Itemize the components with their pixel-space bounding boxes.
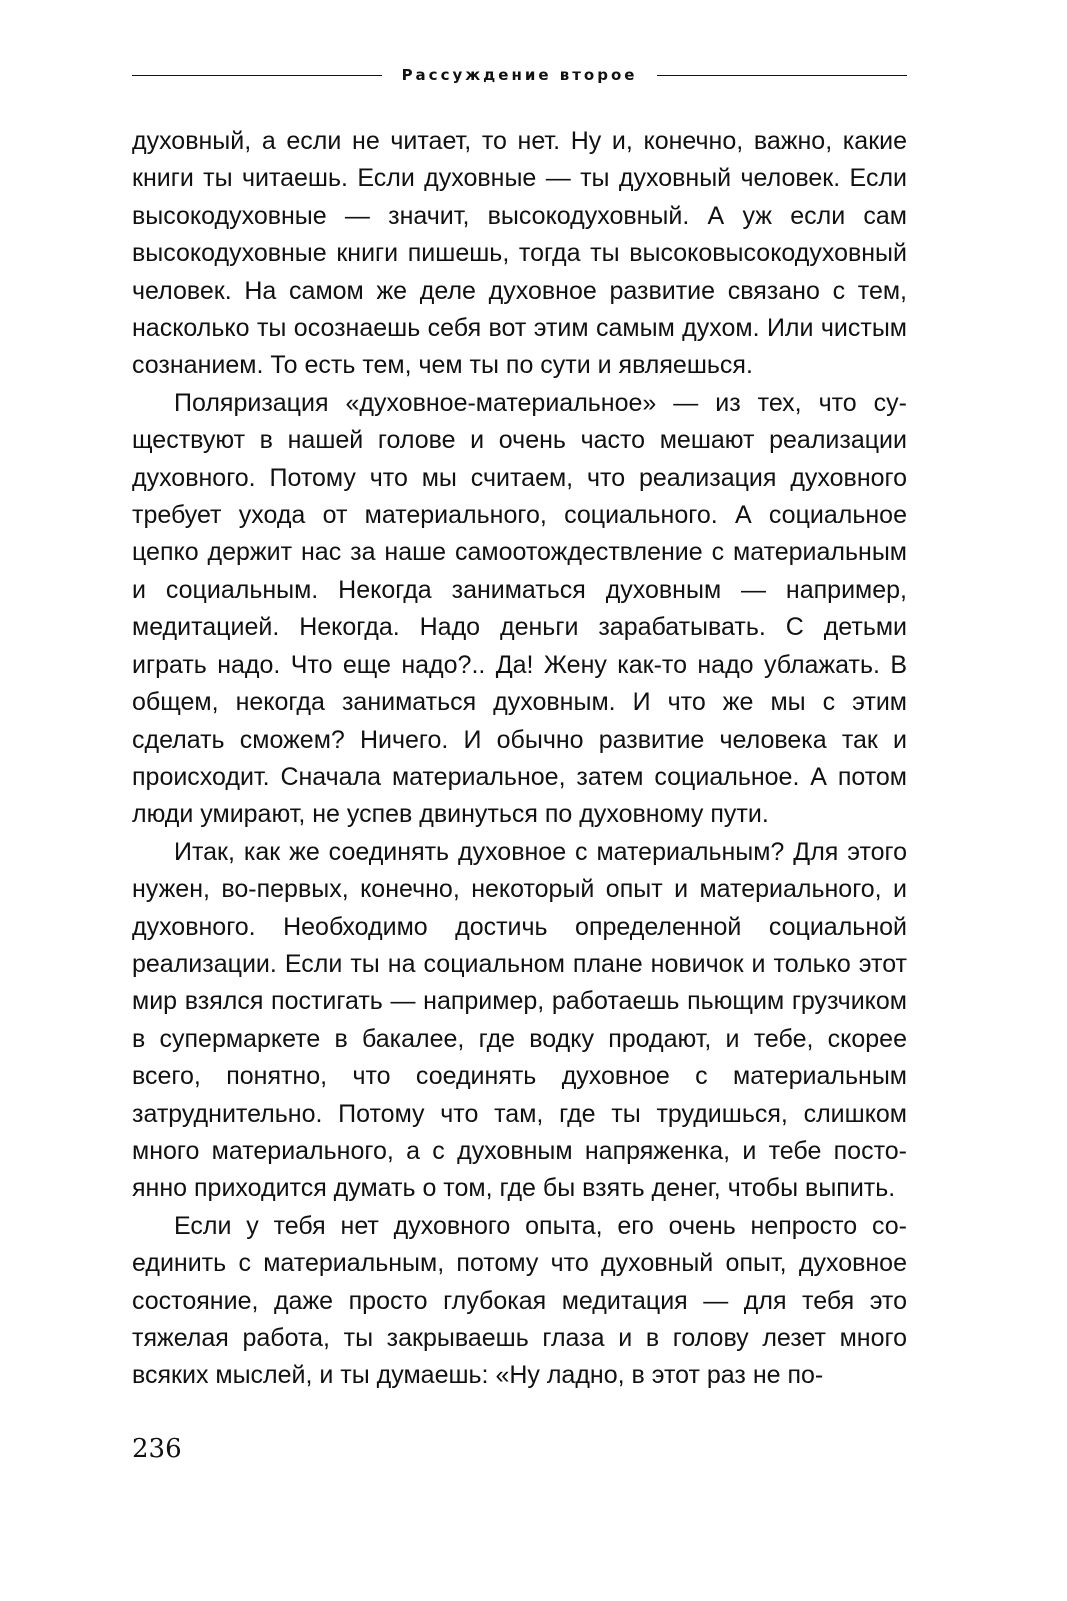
paragraph-3: Итак, как же соединять духовное с материальным? Для этого нужен, во-первых, конечно, некоторый опыт и материального, и духовного. Необходимо достичь определенной социальной реализации. Если ты на социальном плане новичок и только этот мир взялся постигать — например, работаешь пьющим грузчиком в супермаркете в бакалее, где водку продают, и тебе, скорее всего, понятно, что соединять духовное с материальным затруднительно. Потому что там, где ты трудишься, слишком много материального, а с духовным напряженка, и тебе постоянно приходится думать о том, где бы взять денег, чтобы выпить. bbox=[132, 837, 907, 1203]
paragraph-4: Если у тебя нет духовного опыта, его очень непросто соединить с материальным, потому что духовный опыт, духовное состояние, даже просто глубокая медитация — для тебя это тяжелая работа, ты закрываешь глаза и в голову лезет много всяких мыслей, и ты думаешь: «Ну ладно, в этот раз не по- bbox=[132, 1211, 907, 1390]
paragraph-1: духовный, а если не читает, то нет. Ну и, конечно, важно, какие книги ты читаешь. Если духовные — ты духовный человек. Если высокодуховные — значит, высокодуховный. А уж если сам высокодуховные книги пишешь, тогда ты высоковысокодуховный человек. На самом же деле духовное развитие связано с тем, насколько ты осознаешь себя вот этим самым духом. Или чистым сознанием. То есть тем, чем ты по сути и являешься. bbox=[132, 127, 907, 380]
body-text bbox=[132, 123, 907, 1395]
header-rule-left bbox=[132, 75, 382, 76]
page-number: 236 bbox=[132, 1434, 182, 1464]
running-header-title: Рассуждение второе bbox=[401, 66, 638, 84]
running-header bbox=[132, 60, 907, 90]
paragraph-2: Поляризация «духовное-материальное» — из тех, что существуют в нашей голове и очень часто мешают реализации духовного. Потому что мы считаем, что реализация духовного требует ухода от материального, социального. А социальное цепко держит нас за наше самоотождествление с материальным и социальным. Некогда заниматься духовным — например, медитацией. Некогда. Надо деньги зарабатывать. С детьми играть надо. Что еще надо?.. Да! Жену как-то надо ублажать. В общем, некогда заниматься духовным. И что же мы с этим сделать сможем? Ничего. И обычно развитие человека так и происходит. Сначала материальное, затем социальное. А потом люди умирают, не успев двинуться по духовному пути. bbox=[132, 388, 907, 829]
header-rule-right bbox=[657, 75, 907, 76]
